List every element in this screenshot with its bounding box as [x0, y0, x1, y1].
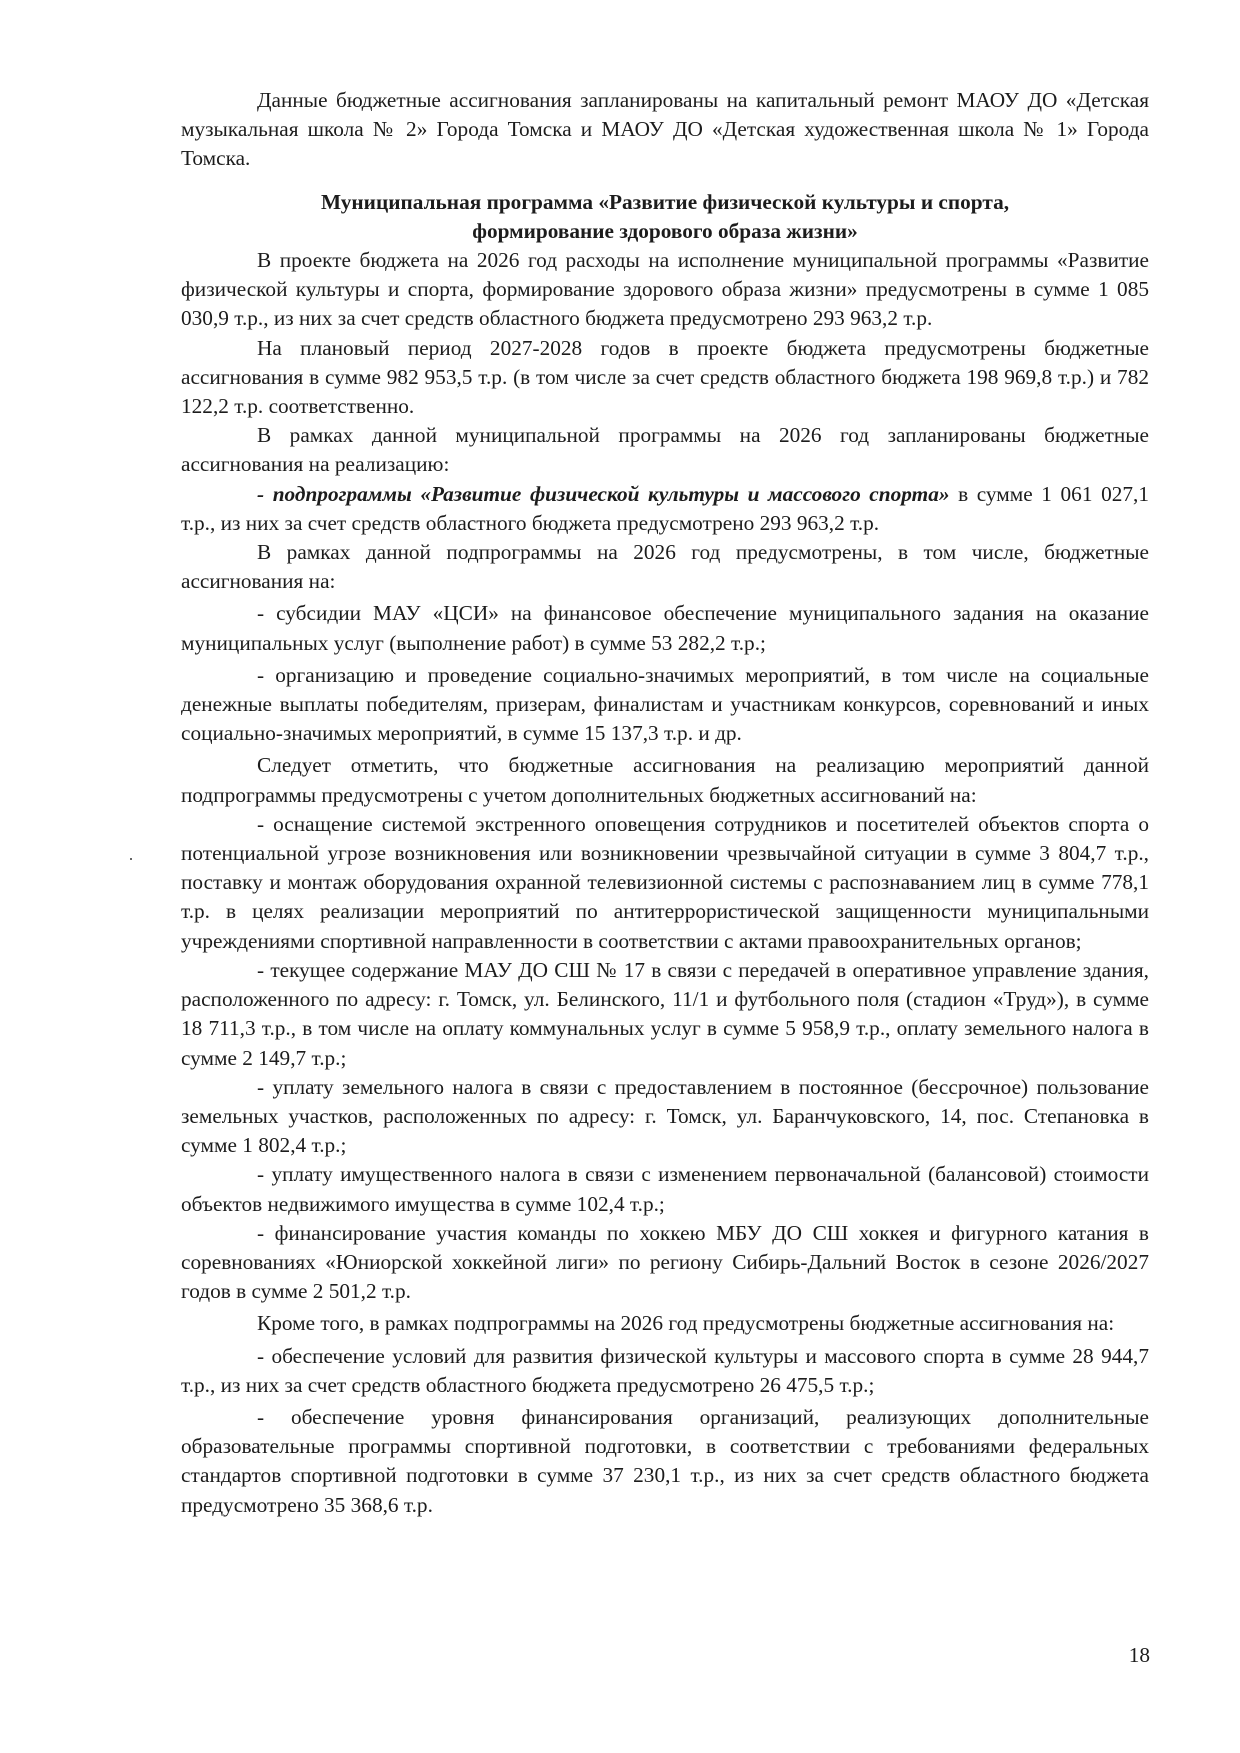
list-item-maintenance: - текущее содержание МАУ ДО СШ № 17 в связи с передачей в оперативное управление здания, расположенного по адресу: г. Томск, ул. Белинского, 11/1 и футбольного поля (стадион «Труд»), в сумме 18 711,3 т.р., в том числе на оплату коммунальных услуг в сумме 5 958,9 т.р., оплату земельного налога в сумме 2 149,7 т.р.;	[181, 957, 1149, 1070]
heading-line-1: Муниципальная программа «Развитие физической культуры и спорта,	[320, 189, 1010, 214]
subprogram-amount: в сумме 1 061 027,1 т.р., из них за счет средств областного бюджета предусмотрено 293 963,2 т.р.	[181, 481, 1149, 535]
heading-line-2: формирование здорового образа жизни»	[472, 218, 858, 243]
list-item-events: - организацию и проведение социально-значимых мероприятий, в том числе на социальные денежные выплаты победителям, призерам, финалистам и участникам конкурсов, соревнований и иных социально-значимых мероприятий, в сумме 15 137,3 т.р. и др.	[181, 662, 1149, 746]
section-heading	[181, 188, 1149, 246]
list-item-property-tax: - уплату имущественного налога в связи с изменением первоначальной (балансовой) стоимости объектов недвижимого имущества в сумме 102,4 т.р.;	[181, 1162, 1149, 1216]
list-item-land-tax: - уплату земельного налога в связи с предоставлением в постоянное (бессрочное) пользование земельных участков, расположенных по адресу: г. Томск, ул. Баранчуковского, 14, пос. Степановка в сумме 1 802,4 т.р.;	[181, 1074, 1149, 1158]
page-body	[181, 86, 1149, 1520]
list-item-warning-system: - оснащение системой экстренного оповещения сотрудников и посетителей объектов спорта о потенциальной угрозе возникновения или возникновении чрезвычайной ситуации в сумме 3 804,7 т.р., поставку и монтаж оборудования охранной телевизионной системы с распознаванием лиц в сумме 778,1 т.р. в целях реализации мероприятий по антитеррористической защищенности муниципальными учреждениями спортивной направленности в соответствии с актами правоохранительных органов;	[181, 811, 1149, 953]
paragraph-subprogram-scope: В рамках данной подпрограммы на 2026 год предусмотрены, в том числе, бюджетные ассигнования на:	[181, 540, 1149, 594]
intro-paragraph: Данные бюджетные ассигнования запланированы на капитальный ремонт МАОУ ДО «Детская музыкальная школа № 2» Города Томска и МАОУ ДО «Детская художественная школа № 1» Города Томска.	[181, 88, 1149, 171]
paragraph-subprogram	[181, 480, 1149, 538]
subprogram-title: - подпрограммы «Развитие физической культуры и массового спорта»	[257, 481, 950, 506]
list-item-hockey: - финансирование участия команды по хоккею МБУ ДО СШ хоккея и фигурного катания в соревнованиях «Юниорской хоккейной лиги» по региону Сибирь-Дальний Восток в сезоне 2026/2027 годов в сумме 2 501,2 т.р.	[181, 1220, 1149, 1304]
paragraph-planned-period: На плановый период 2027-2028 годов в проекте бюджета предусмотрены бюджетные ассигнования в сумме 982 953,5 т.р. (в том числе за счет средств областного бюджета 198 969,8 т.р.) и 782 122,2 т.р. соответственно.	[181, 335, 1149, 419]
list-item-mass-sport: - обеспечение условий для развития физической культуры и массового спорта в сумме 28 944,7 т.р., из них за счет средств областного бюджета предусмотрено 26 475,5 т.р.;	[181, 1343, 1149, 1397]
scan-speck	[130, 858, 132, 860]
paragraph-also: Кроме того, в рамках подпрограммы на 2026 год предусмотрены бюджетные ассигнования на:	[257, 1311, 1115, 1336]
list-item-subsidy: - субсидии МАУ «ЦСИ» на финансовое обеспечение муниципального задания на оказание муниципальных услуг (выполнение работ) в сумме 53 282,2 т.р.;	[181, 601, 1149, 655]
paragraph-additional: Следует отметить, что бюджетные ассигнования на реализацию мероприятий данной подпрограммы предусмотрены с учетом дополнительных бюджетных ассигнований на:	[181, 753, 1149, 807]
paragraph-program-scope: В рамках данной муниципальной программы на 2026 год запланированы бюджетные ассигнования на реализацию:	[181, 423, 1149, 477]
list-item-sport-training: - обеспечение уровня финансирования организаций, реализующих дополнительные образовательные программы спортивной подготовки, в соответствии с требованиями федеральных стандартов спортивной подготовки в сумме 37 230,1 т.р., из них за счет средств областного бюджета предусмотрено 35 368,6 т.р.	[181, 1404, 1149, 1517]
paragraph-budget-2026: В проекте бюджета на 2026 год расходы на исполнение муниципальной программы «Развитие физической культуры и спорта, формирование здорового образа жизни» предусмотрены в сумме 1 085 030,9 т.р., из них за счет средств областного бюджета предусмотрено 293 963,2 т.р.	[181, 248, 1149, 331]
page-number: 18	[1128, 1643, 1150, 1667]
